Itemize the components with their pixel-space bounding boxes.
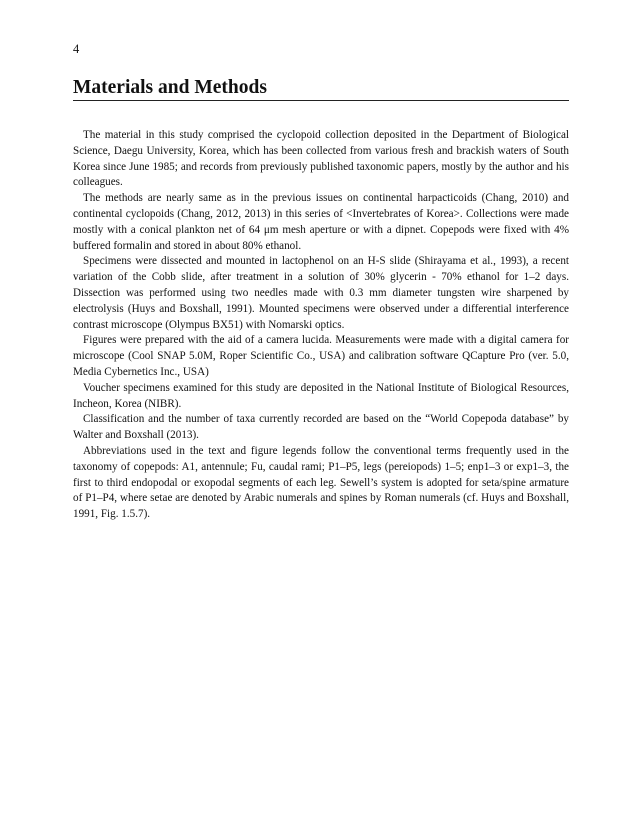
paragraph-methods: The methods are nearly same as in the previous issues on continental harpacticoids (Chang, 2010) and continental cyclopoids (Chang, 2012, 2013) in this series of <Invertebrates of Korea>. Collections were made mostly with a conical plankton net of 64 μm mesh aperture or with a dipnet. Copepods were fixed with 4% buffered formalin and stored in about 80% ethanol. [73, 192, 569, 252]
paragraph-abbreviations: Abbreviations used in the text and figure legends follow the conventional terms frequently used in the taxonomy of copepods: A1, antennule; Fu, caudal rami; P1–P5, legs (pereiopods) 1–5; enp1–3 or exp1–3, the first to third endopodal or exopodal segments of each leg. Sewell’s system is adopted for seta/spine armature of P1–P4, where setae are denoted by Arabic numerals and spines by Roman numerals (cf. Huys and Boxshall, 1991, Fig. 1.5.7). [73, 444, 569, 521]
paragraph-material: The material in this study comprised the cyclopoid collection deposited in the Department of Biological Science, Daegu University, Korea, which has been collected from various fresh and brackish waters of South Korea since June 1985; and records from previously published taxonomic papers, mostly by the author and his colleagues. [73, 129, 569, 189]
paragraph-voucher: Voucher specimens examined for this study are deposited in the National Institute of Biological Resources, Incheon, Korea (NIBR). [73, 381, 569, 410]
page-number: 4 [73, 42, 80, 56]
paragraph-specimens: Specimens were dissected and mounted in lactophenol on an H-S slide (Shirayama et al., 1993), a recent variation of the Cobb slide, after treatment in a solution of 30% glycerin - 70% ethanol for 1–2 days. Dissection was performed using two needles made with 0.3 mm diameter tungsten wire sharpened by electrolysis (Huys and Boxshall, 1991). Mounted specimens were observed under a differential interference contrast microscope (Olympus BX51) with Nomarski optics. [73, 255, 569, 331]
paragraph-figures: Figures were prepared with the aid of a camera lucida. Measurements were made with a digital camera for microscope (Cool SNAP 5.0M, Roper Scientific Co., USA) and calibration software QCapture Pro (ver. 5.0, Media Cybernetics Inc., USA) [73, 334, 569, 378]
heading-rule [73, 100, 569, 101]
paragraph-classification: Classification and the number of taxa currently recorded are based on the “World Copepoda database” by Walter and Boxshall (2013). [73, 413, 569, 442]
section-heading: Materials and Methods [73, 77, 267, 98]
body-text [73, 128, 569, 523]
